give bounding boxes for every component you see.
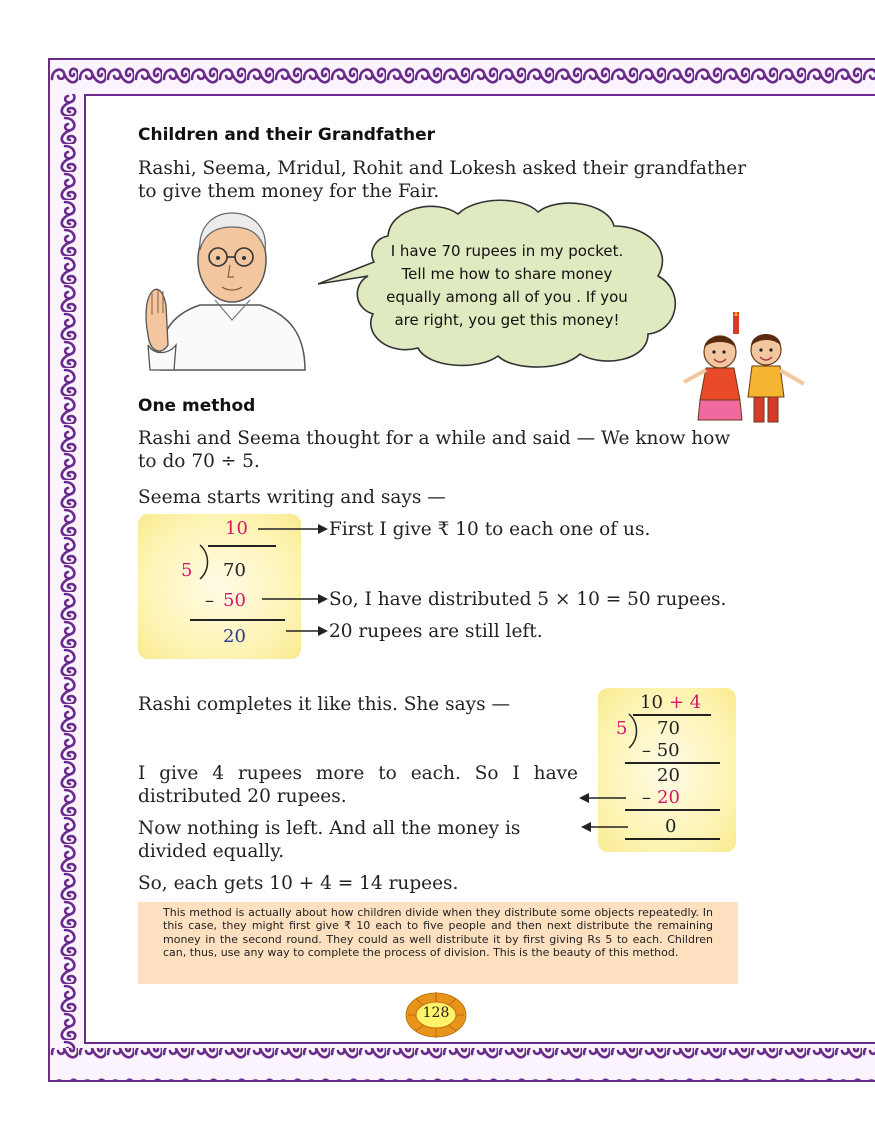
speech-line: equally among all of you . If you — [386, 288, 628, 306]
method-heading: One method — [138, 396, 256, 416]
nothing-left-paragraph: Now nothing is left. And all the money is divided equally. — [138, 818, 521, 862]
speech-text — [382, 240, 632, 332]
dividend-2: 70 — [657, 718, 680, 739]
subtrahend-2a: – 50 — [642, 740, 680, 761]
quotient-2a: 10 — [640, 692, 663, 713]
divisor-2: 5 — [616, 718, 628, 739]
remainder-1: 20 — [223, 626, 246, 647]
subtrahend-2b: 20 — [657, 787, 680, 808]
arrow-left-icon — [579, 793, 626, 803]
speech-line: Tell me how to share money — [401, 265, 613, 283]
minus-sign-2: – — [642, 787, 651, 808]
section-heading: Children and their Grandfather — [138, 125, 435, 145]
remainder-2a: 20 — [657, 765, 680, 786]
arrow-note-third: 20 rupees are still left. — [329, 621, 543, 642]
conclusion-text: So, each gets 10 + 4 = 14 rupees. — [138, 873, 459, 894]
division-line-2b — [625, 809, 720, 811]
division-line-2a — [625, 762, 720, 764]
arrow-icon — [286, 626, 328, 636]
grandfather-illustration — [140, 205, 320, 375]
arrow-left-icon — [581, 822, 628, 832]
division-line-2c — [625, 838, 720, 840]
minus-sign-1: – — [205, 590, 214, 611]
arrows-group-1 — [250, 520, 340, 640]
quotient-1: 10 — [225, 518, 248, 539]
arrow-icon — [262, 594, 328, 604]
arrow-icon — [258, 524, 328, 534]
arrow-note-second: So, I have distributed 5 × 10 = 50 rupees. — [329, 589, 727, 610]
page-number: 128 — [422, 1005, 450, 1021]
division-bar-2 — [633, 714, 711, 716]
give-paragraph: I give 4 rupees more to each. So I have distributed 20 rupees. — [138, 763, 578, 807]
remainder-2b: 0 — [665, 816, 677, 837]
arrow-note-first: First I give ₹ 10 to each one of us. — [329, 519, 651, 540]
divisor-1: 5 — [181, 560, 193, 581]
quotient-2b: + 4 — [669, 692, 702, 713]
rashi-paragraph: Rashi completes it like this. She says — — [138, 694, 510, 715]
dividend-1: 70 — [223, 560, 246, 581]
method-paragraph: Rashi and Seema thought for a while and said — We know how to do 70 ÷ 5. — [138, 428, 731, 472]
division-bracket-1 — [198, 544, 212, 580]
speech-line: are right, you get this money! — [394, 311, 620, 329]
seema-paragraph: Seema starts writing and says — — [138, 487, 446, 508]
division-bracket-2 — [627, 713, 641, 749]
teacher-note-text: This method is actually about how children divide when they distribute some objects repeatedly. In this case, they might first give ₹ 10 each to five people and then next distribute the remaining money in the second round. They could as well distribute it by first giving Rs 5 to each. Children can, thus, use any way to complete the process of division. This is the beauty of this method. — [163, 906, 713, 959]
speech-line: I have 70 rupees in my pocket. — [390, 242, 624, 260]
children-illustration — [680, 312, 810, 432]
intro-paragraph: Rashi, Seema, Mridul, Rohit and Lokesh asked their grandfather to give them money for the Fair. — [138, 158, 747, 202]
subtrahend-1: 50 — [223, 590, 246, 611]
arrows-group-2 — [576, 788, 636, 838]
